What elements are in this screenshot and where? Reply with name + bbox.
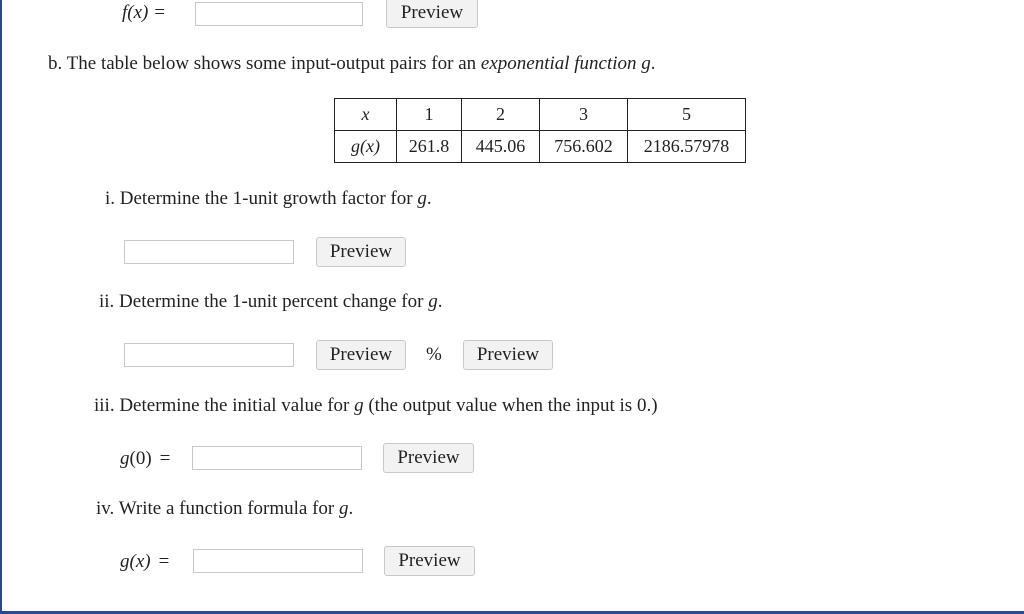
table-cell: 2 xyxy=(462,99,540,131)
g-of-x-equals: = xyxy=(158,551,170,572)
table-header-g xyxy=(335,131,397,163)
table-cell: 756.602 xyxy=(540,131,628,163)
part-b-emphasis: exponential function xyxy=(480,53,637,74)
table-cell: 445.06 xyxy=(462,131,540,163)
input-output-table xyxy=(334,98,746,163)
growth-factor-input[interactable] xyxy=(124,240,294,264)
part-b-statement xyxy=(48,52,656,76)
g-of-0-arg: (0) xyxy=(129,448,152,469)
question-iv xyxy=(96,497,353,521)
f-of-x-preview-button[interactable]: Preview xyxy=(386,0,478,28)
question-iii-var: g xyxy=(354,395,364,416)
f-of-x-input[interactable] xyxy=(195,2,363,26)
initial-value-input[interactable] xyxy=(192,446,362,470)
part-b-text: b. The table below shows some input-output pairs for an xyxy=(48,53,481,74)
content-frame-left-border xyxy=(0,0,2,614)
question-i-suffix: . xyxy=(426,188,432,209)
g-of-x-label xyxy=(120,550,169,574)
g-of-x-arg: (x) xyxy=(129,551,151,572)
question-ii-text: ii. Determine the 1-unit percent change for xyxy=(99,291,429,312)
question-i-var: g xyxy=(417,188,427,209)
question-i-text: i. Determine the 1-unit growth factor for xyxy=(105,188,418,209)
g-of-0-equals: = xyxy=(159,448,171,469)
table-row-x xyxy=(335,99,746,131)
g-of-0-label xyxy=(120,447,170,471)
g-of-0-fn: g xyxy=(120,448,130,469)
table-header-x: x xyxy=(335,99,397,131)
table-cell: 5 xyxy=(628,99,746,131)
question-ii-var: g xyxy=(428,291,438,312)
part-b-var: g xyxy=(641,53,651,74)
table-cell: 2186.57978 xyxy=(628,131,746,163)
question-i xyxy=(105,187,432,211)
question-iv-text: iv. Write a function formula for xyxy=(96,498,339,519)
part-b-suffix: . xyxy=(650,53,656,74)
percent-preview-button[interactable]: Preview xyxy=(463,340,553,370)
percent-change-preview-button[interactable]: Preview xyxy=(316,340,406,370)
growth-factor-preview-button[interactable]: Preview xyxy=(316,237,406,267)
formula-input[interactable] xyxy=(193,549,363,573)
question-iii xyxy=(94,394,658,418)
table-cell: 261.8 xyxy=(397,131,462,163)
question-iii-text: iii. Determine the initial value for xyxy=(94,395,355,416)
initial-value-preview-button[interactable]: Preview xyxy=(383,443,474,473)
table-row-g xyxy=(335,131,746,163)
question-iv-var: g xyxy=(339,498,349,519)
g-of-x-fn: g xyxy=(120,551,130,572)
f-of-x-label: f(x) = xyxy=(122,2,166,23)
table-cell: 3 xyxy=(540,99,628,131)
table-cell: 1 xyxy=(397,99,462,131)
formula-preview-button[interactable]: Preview xyxy=(384,546,475,576)
percent-symbol: % xyxy=(426,344,442,365)
question-ii-suffix: . xyxy=(437,291,443,312)
question-ii xyxy=(99,290,442,314)
table-header-g-fn: g xyxy=(351,136,360,156)
question-iii-suffix: (the output value when the input is 0.) xyxy=(363,395,658,416)
table-header-g-arg: (x) xyxy=(360,136,380,156)
question-iv-suffix: . xyxy=(348,498,354,519)
percent-change-input[interactable] xyxy=(124,343,294,367)
